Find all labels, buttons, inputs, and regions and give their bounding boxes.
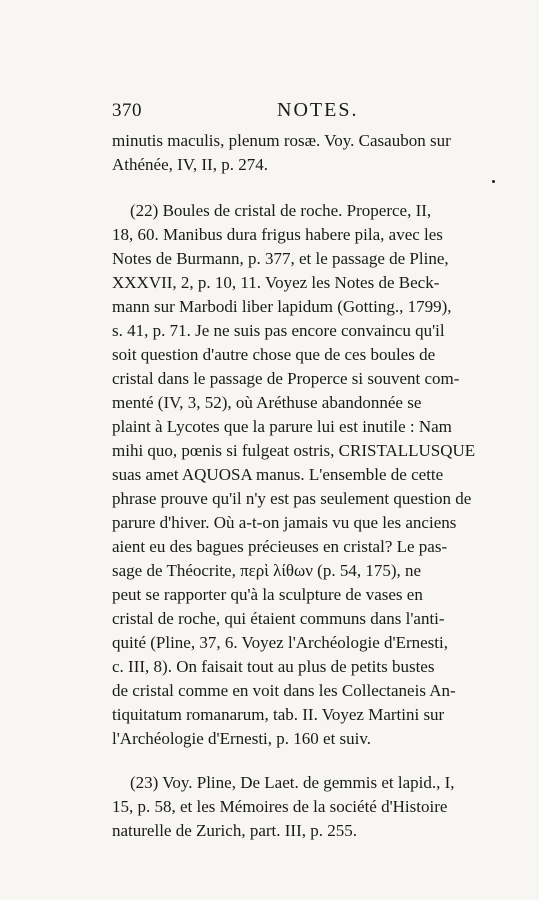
note-22-start: (22) Boules de cristal de roche. Properce, II, xyxy=(130,201,432,220)
text-line: cristal dans le passage de Properce si souvent com- xyxy=(112,369,460,388)
text-line: l'Archéologie d'Ernesti, p. 160 et suiv. xyxy=(112,729,372,748)
text-line: mann sur Marbodi liber lapidum (Gotting., 1799), xyxy=(112,297,452,316)
note-23-start: (23) Voy. Pline, De Laet. de gemmis et lapid., I, xyxy=(130,773,455,792)
text-line: 15, p. 58, et les Mémoires de la société d'Histoire xyxy=(112,797,448,816)
text-line: naturelle de Zurich, part. III, p. 255. xyxy=(112,821,357,840)
text-line: Athénée, IV, II, p. 274. xyxy=(112,155,268,174)
text-line: quité (Pline, 37, 6. Voyez l'Archéologie d'Ernesti, xyxy=(112,633,448,652)
ink-speck xyxy=(492,180,495,183)
text-line: c. III, 8). On faisait tout au plus de petits bustes xyxy=(112,657,435,676)
text-line: soit question d'autre chose que de ces boules de xyxy=(112,345,436,364)
text-line: Notes de Burmann, p. 377, et le passage de Pline, xyxy=(112,249,449,268)
text-line: 18, 60. Manibus dura frigus habere pila, avec les xyxy=(112,225,443,244)
text-line: aient eu des bagues précieuses en cristal? Le pas- xyxy=(112,537,448,556)
text-line: de cristal comme en voit dans les Collectaneis An- xyxy=(112,681,456,700)
text-line: s. 41, p. 71. Je ne suis pas encore convaincu qu'il xyxy=(112,321,445,340)
text-line: plaint à Lycotes que la parure lui est inutile : Nam xyxy=(112,417,452,436)
text-line: parure d'hiver. Où a-t-on jamais vu que les anciens xyxy=(112,513,457,532)
page-number: 370 xyxy=(112,100,142,121)
text-line: tiquitatum romanarum, tab. II. Voyez Martini sur xyxy=(112,705,445,724)
text-line: suas amet AQUOSA manus. L'ensemble de cette xyxy=(112,465,444,484)
text-line: cristal de roche, qui étaient communs dans l'anti- xyxy=(112,609,445,628)
running-head: NOTES. xyxy=(277,99,359,121)
text-line: mihi quo, pœnis si fulgeat ostris, CRISTALLUSQUE xyxy=(112,441,476,460)
text-line: XXXVII, 2, p. 10, 11. Voyez les Notes de Beck- xyxy=(112,273,440,292)
text-line: sage de Théocrite, περὶ λίθων (p. 54, 175), ne xyxy=(112,561,422,580)
page-header xyxy=(112,100,502,124)
text-line: phrase prouve qu'il n'y est pas seulement question de xyxy=(112,489,472,508)
text-line: menté (IV, 3, 52), où Aréthuse abandonnée se xyxy=(112,393,422,412)
text-line: peut se rapporter qu'à la sculpture de vases en xyxy=(112,585,423,604)
text-line: minutis maculis, plenum rosæ. Voy. Casaubon sur xyxy=(112,131,451,150)
